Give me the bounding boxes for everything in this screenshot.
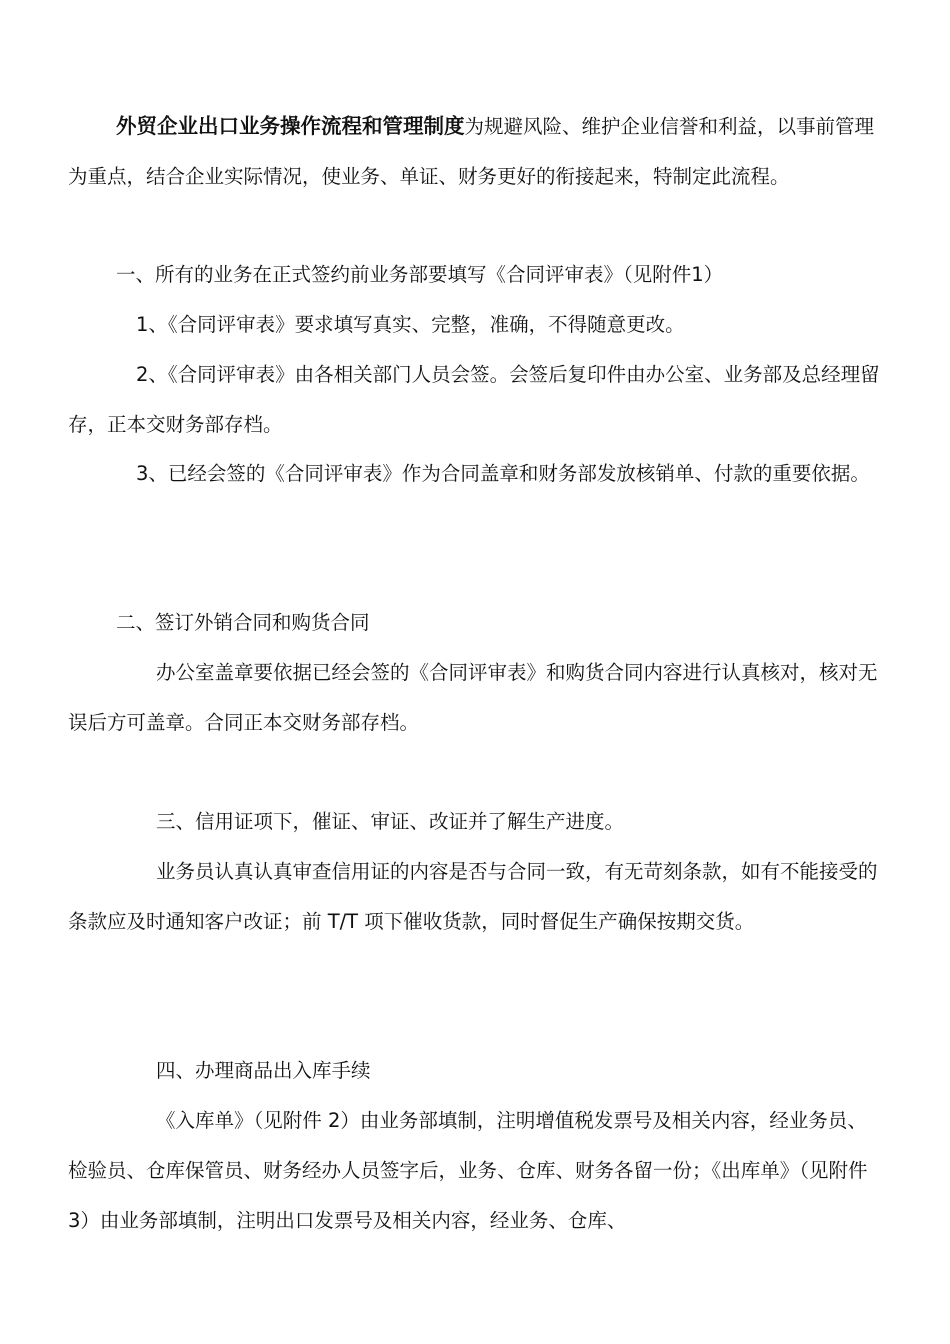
section-1-item-2: 2、《合同评审表》由各相关部门人员会签。会签后复印件由办公室、业务部及总经理留存，正本交财务部存档。 — [68, 363, 880, 436]
section-4-heading: 四、办理商品出入库手续 — [156, 1059, 371, 1082]
section-1-heading: 一、所有的业务在正式签约前业务部要填写《合同评审表》（见附件1） — [116, 263, 724, 286]
section-3-body: 业务员认真认真审查信用证的内容是否与合同一致，有无苛刻条款，如有不能接受的条款应及时通知客户改证；前 T/T 项下催收货款，同时督促生产确保按期交货。 — [68, 860, 878, 933]
intro-paragraph — [68, 101, 886, 202]
section-2-body: 办公室盖章要依据已经会签的《合同评审表》和购货合同内容进行认真核对，核对无误后方可盖章。合同正本交财务部存档。 — [68, 661, 878, 734]
section-4-body: 《入库单》（见附件 2）由业务部填制，注明增值税发票号及相关内容，经业务员、检验员、仓库保管员、财务经办人员签字后，业务、仓库、财务各留一份；《出库单》（见附件 3）由业务部填制，注明出口发票号及相关内容，经业务、仓库、 — [68, 1109, 868, 1232]
document-title: 外贸企业出口业务操作流程和管理制度 — [116, 114, 465, 138]
section-1-item-1: 1、《合同评审表》要求填写真实、完整，准确，不得随意更改。 — [136, 313, 685, 336]
intro-text: 为规避风险、维护企业信誉和利益，以事前管理为重点，结合企业实际情况，使业务、单证、财务更好的衔接起来，特制定此流程。 — [68, 115, 875, 188]
section-1-item-3: 3、已经会签的《合同评审表》作为合同盖章和财务部发放核销单、付款的重要依据。 — [136, 462, 870, 485]
section-2-heading: 二、签订外销合同和购货合同 — [116, 611, 370, 634]
section-3-heading: 三、信用证项下，催证、审证、改证并了解生产进度。 — [156, 810, 625, 833]
